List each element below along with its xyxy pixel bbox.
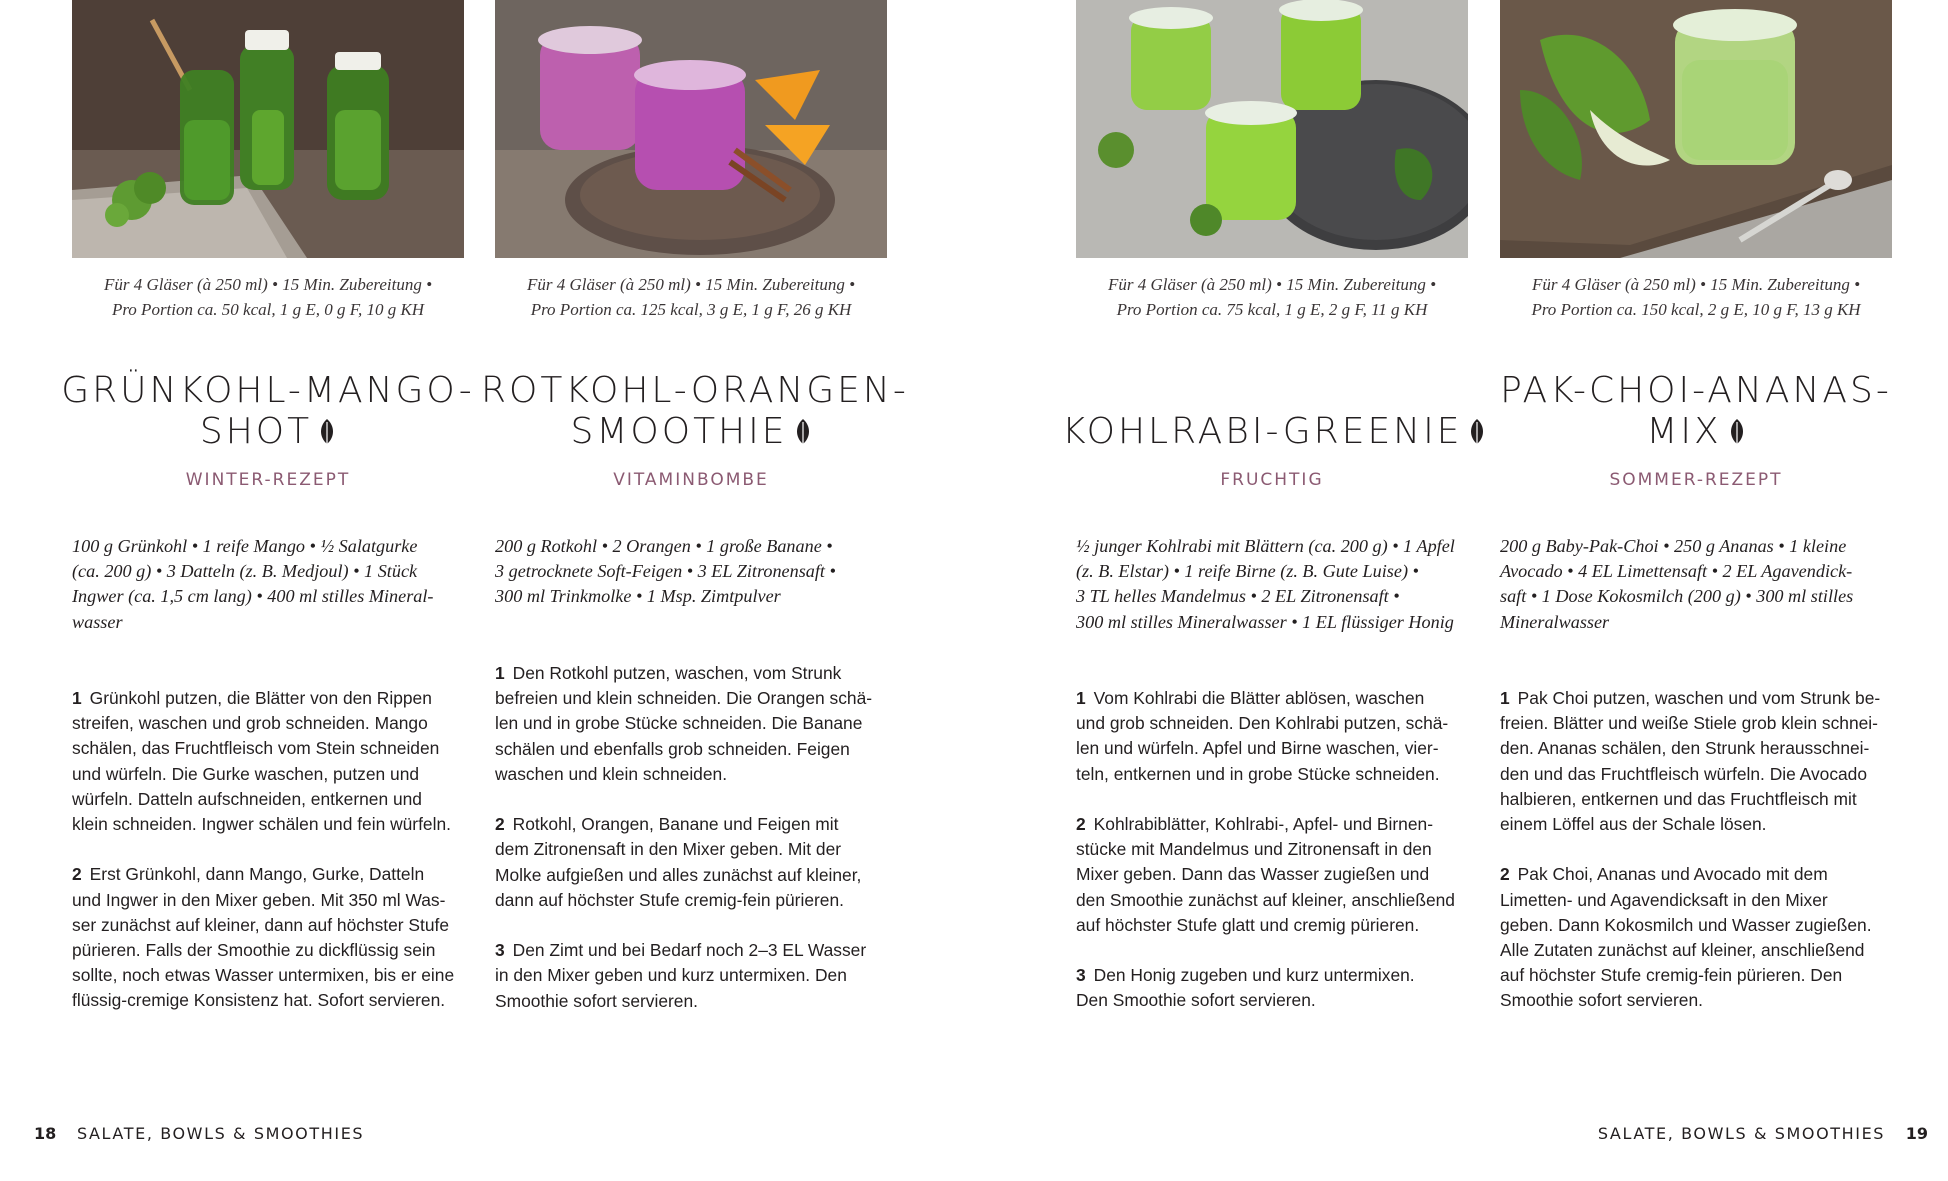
recipe-title: ROTKOHL-ORANGEN- SMOOTHIE xyxy=(481,370,909,452)
recipe-title: PAK-CHOI-ANANAS- MIX xyxy=(1500,370,1892,452)
instruction-step: 1 Den Rotkohl putzen, waschen, vom Strunk befreien und klein schneiden. Die Orangen schä- len und in grobe Stücke schneiden. Die Banane schälen und ebenfalls grob schneiden. Feigen waschen und klein schneiden. xyxy=(495,663,873,784)
ingredient-list: ½ junger Kohlrabi mit Blättern (ca. 200 g) • 1 Apfel (z. B. Elstar) • 1 reife Birne (z. B. Gute Luise) • 3 TL helles Mandelmus • 2 EL Zitronensaft • 300 ml stilles Mineralwasser • 1 EL flüssiger Honig xyxy=(1076,536,1455,632)
recipe-subtitle: SOMMER-REZEPT xyxy=(1609,470,1783,490)
instruction-steps xyxy=(495,661,895,1039)
ingredient-list: 200 g Baby-Pak-Choi • 250 g Ananas • 1 kleine Avocado • 4 EL Limettensaft • 2 EL Agavendick- saft • 1 Dose Kokosmilch (200 g) • 300 ml stilles Mineralwasser xyxy=(1500,536,1854,632)
recipe-meta: Für 4 Gläser (à 250 ml) • 15 Min. Zubereitung • Pro Portion ca. 75 kcal, 1 g E, 2 g F, 11 g KH xyxy=(1107,275,1437,319)
instruction-steps xyxy=(1076,686,1476,1039)
recipe-title: GRÜNKOHL-MANGO- SHOT xyxy=(61,370,475,452)
kohlrabi-greenie-photo xyxy=(1076,0,1468,258)
recipe-title: KOHLRABI-GREENIE xyxy=(1062,411,1482,452)
recipe-subtitle: VITAMINBOMBE xyxy=(613,470,769,490)
recipe-subtitle: FRUCHTIG xyxy=(1220,470,1324,490)
page-number-right: 19 xyxy=(1905,1124,1928,1143)
instruction-step: 3 Den Honig zugeben und kurz untermixen. Den Smoothie sofort servieren. xyxy=(1076,965,1415,1011)
gruenkohl-smoothie-photo xyxy=(72,0,464,258)
pak-choi-smoothie-photo xyxy=(1500,0,1892,258)
footer-right xyxy=(1598,1124,1928,1143)
ingredient-list: 200 g Rotkohl • 2 Orangen • 1 große Banane • 3 getrocknete Soft-Feigen • 3 EL Zitronensaft • 300 ml Trinkmolke • 1 Msp. Zimtpulver xyxy=(495,536,836,607)
instruction-step: 2 Rotkohl, Orangen, Banane und Feigen mit dem Zitronensaft in den Mixer geben. Mit der Molke aufgießen und alles zunächst auf kleiner, dann auf höchster Stufe cremig-fein pürieren. xyxy=(495,814,862,910)
recipe-meta: Für 4 Gläser (à 250 ml) • 15 Min. Zubereitung • Pro Portion ca. 50 kcal, 1 g E, 0 g F, 10 g KH xyxy=(103,275,433,319)
section-title-left: SALATE, BOWLS & SMOOTHIES xyxy=(76,1124,365,1143)
instruction-step: 3 Den Zimt und bei Bedarf noch 2–3 EL Wasser in den Mixer geben und kurz untermixen. Den Smoothie sofort servieren. xyxy=(495,940,867,1011)
page-number-left: 18 xyxy=(34,1124,57,1143)
vegetarian-leaf-icon xyxy=(794,417,812,447)
ingredient-list: 100 g Grünkohl • 1 reife Mango • ½ Salatgurke (ca. 200 g) • 3 Datteln (z. B. Medjoul) • 1 Stück Ingwer (ca. 1,5 cm lang) • 400 ml stilles Mineral- wasser xyxy=(72,536,434,632)
recipe-meta: Für 4 Gläser (à 250 ml) • 15 Min. Zubereitung • Pro Portion ca. 150 kcal, 2 g E, 10 g F, 13 g KH xyxy=(1531,275,1861,319)
instruction-step: 1 Pak Choi putzen, waschen und vom Strunk be- freien. Blätter und weiße Stiele grob klein schnei- den. Ananas schälen, den Strunk herausschnei- den und das Fruchtfleisch würfeln. Die Avocado halbieren, entkernen und das Fruchtfleisch mit einem Löffel aus der Schale lösen. xyxy=(1500,688,1881,835)
instruction-step: 2 Pak Choi, Ananas und Avocado mit dem Limetten- und Agavendicksaft in den Mixer geben. Dann Kokosmilch und Wasser zugießen. Alle Zutaten zunächst auf kleiner, anschließend auf höchster Stufe cremig-fein pürieren. Den Smoothie sofort servieren. xyxy=(1500,864,1872,1011)
vegetarian-leaf-icon xyxy=(1728,417,1746,447)
recipe-subtitle: WINTER-REZEPT xyxy=(185,470,351,490)
rotkohl-smoothie-photo xyxy=(495,0,887,258)
instruction-step: 1 Vom Kohlrabi die Blätter ablösen, waschen und grob schneiden. Den Kohlrabi putzen, schä- len und würfeln. Apfel und Birne waschen, vier- teln, entkernen und in grobe Stücke schneiden. xyxy=(1076,688,1449,784)
recipe-meta: Für 4 Gläser (à 250 ml) • 15 Min. Zubereitung • Pro Portion ca. 125 kcal, 3 g E, 1 g F, 26 g KH xyxy=(526,275,856,319)
section-title-right: SALATE, BOWLS & SMOOTHIES xyxy=(1597,1124,1886,1143)
instruction-step: 2 Erst Grünkohl, dann Mango, Gurke, Datteln und Ingwer in den Mixer geben. Mit 350 ml Was- ser zunächst auf kleiner, dann auf höchster Stufe pürieren. Falls der Smoothie zu dickflüssig sein sollte, noch etwas Wasser untermixen, bis er eine flüssig-cremige Konsistenz hat. Sofort servieren. xyxy=(72,864,455,1011)
vegetarian-leaf-icon xyxy=(1468,417,1486,447)
instruction-step: 2 Kohlrabiblätter, Kohlrabi-, Apfel- und Birnen- stücke mit Mandelmus und Zitronensaft in den Mixer geben. Dann das Wasser zugießen und den Smoothie zunächst auf kleiner, anschließend auf höchster Stufe glatt und cremig pürieren. xyxy=(1076,814,1455,935)
instruction-step: 1 Grünkohl putzen, die Blätter von den Rippen streifen, waschen und grob schneiden. Mango schälen, das Fruchtfleisch vom Stein schneiden und würfeln. Die Gurke waschen, putzen und würfeln. Datteln aufschneiden, entkernen und klein schneiden. Ingwer schälen und fein würfeln. xyxy=(72,688,451,835)
footer-left xyxy=(34,1124,364,1143)
instruction-steps xyxy=(72,686,472,1039)
vegetarian-leaf-icon xyxy=(318,417,336,447)
instruction-steps xyxy=(1500,686,1900,1039)
